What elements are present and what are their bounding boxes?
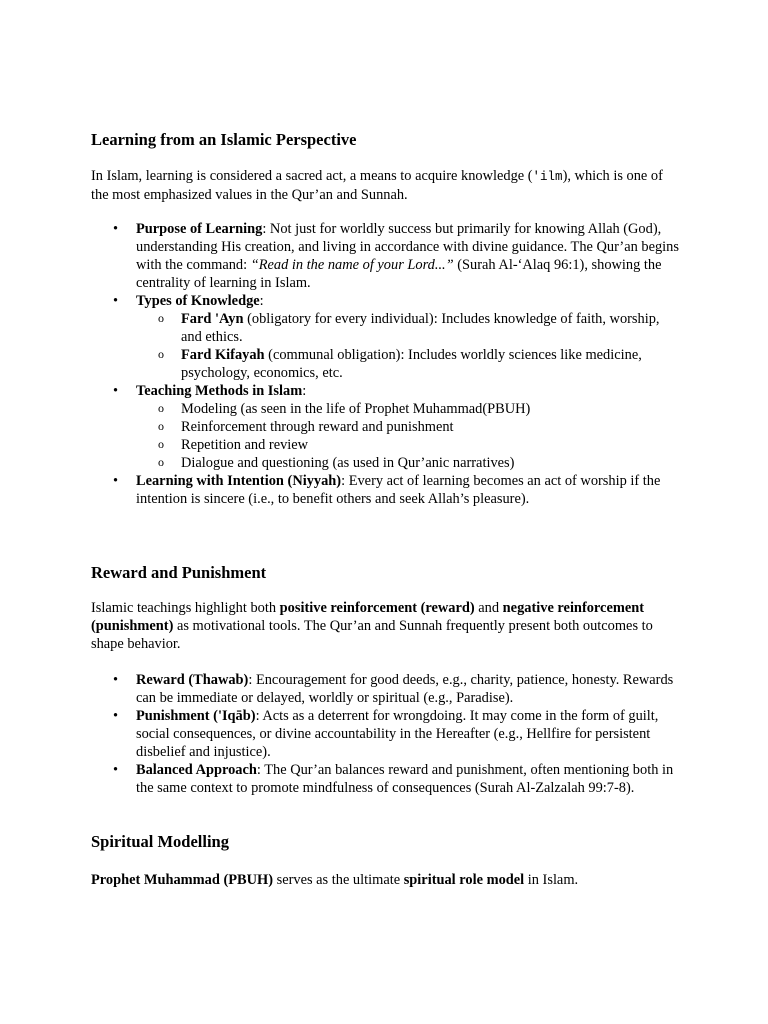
list-item-purpose [91, 220, 681, 292]
bullet-label: Learning with Intention (Niyyah) [136, 473, 342, 489]
sub-text: (communal obligation): Includes worldly sciences like medicine, psychology, economics, etc. [181, 347, 642, 381]
list-item-methods [91, 382, 681, 472]
sub-item-fard-kifayah [136, 346, 681, 382]
bullet-label: Reward (Thawab) [136, 672, 249, 688]
methods-sublist [136, 400, 681, 472]
sub-item-fard-ayn [136, 310, 681, 346]
method-item: o Modeling (as seen in the life of Prophet Muhammad(PBUH) [136, 400, 681, 418]
section-heading: Reward and Punishment [91, 563, 267, 582]
bullet-colon: : [259, 293, 264, 309]
section-spiritual-heading-wrap [91, 832, 681, 852]
bold-term: Prophet Muhammad (PBUH) [91, 872, 274, 888]
section-learning-heading-wrap [91, 130, 681, 150]
intro-text-pre: In Islam, learning is considered a sacred act, a means to acquire knowledge ( [91, 168, 533, 184]
method-item: o Repetition and review [136, 436, 681, 454]
bullet-text: : Not just for worldly success but primarily for knowing Allah (God), understanding His creation, and living in accordance with divine guidance. The Qur’an begins with the command: [136, 221, 679, 273]
section-learning-intro [91, 167, 681, 204]
bullet-text: : Acts as a deterrent for wrongdoing. It may come in the form of guilt, social consequences, or divine accountability in the Hereafter (e.g., Hellfire for persistent disbelief and injustice). [136, 708, 659, 760]
sub-label: Fard 'Ayn [181, 311, 244, 327]
section-reward-heading-wrap [91, 563, 681, 583]
bullet-text: : Every act of learning becomes an act of worship if the intention is sincere (i.e., to benefit others and seek Allah’s pleasure). [136, 473, 661, 507]
ilm-term: 'ilm [532, 170, 563, 184]
bullet-label: Balanced Approach [136, 762, 257, 778]
list-item-balanced [91, 761, 681, 797]
bullet-label: Purpose of Learning [136, 221, 263, 237]
list-item-intention [91, 472, 681, 508]
bullet-text: : The Qur’an balances reward and punishment, often mentioning both in the same context to promote mindfulness of consequences (Surah Al-Zalzalah 99:7-8). [136, 762, 674, 796]
body-paragraph [91, 871, 681, 889]
bullet-colon: : [302, 383, 307, 399]
bold-term: spiritual role model [403, 872, 525, 888]
intro-paragraph [91, 599, 681, 653]
bold-term: positive reinforcement (reward) [279, 600, 475, 616]
intro-text: Islamic teachings highlight both [91, 600, 280, 616]
section-heading: Learning from an Islamic Perspective [91, 130, 357, 149]
method-item: o Dialogue and questioning (as used in Qur’anic narratives) [136, 454, 681, 472]
list-item-punishment [91, 707, 681, 761]
body-text: serves as the ultimate [273, 872, 404, 888]
sub-text: (obligatory for every individual): Includes knowledge of faith, worship, and ethics. [181, 311, 660, 345]
sub-label: Fard Kifayah [181, 347, 265, 363]
bullet-label: Teaching Methods in Islam [136, 383, 303, 399]
learning-bullet-list [91, 220, 681, 508]
intro-text-post: ), which is one of the most emphasized values in the Qur’an and Sunnah. [91, 168, 663, 203]
types-sublist [136, 310, 681, 382]
intro-paragraph [91, 167, 681, 204]
bullet-text: : Encouragement for good deeds, e.g., charity, patience, honesty. Rewards can be immediate or delayed, worldly or spiritual (e.g., Paradise). [136, 672, 674, 706]
intro-text: and [474, 600, 503, 616]
section-reward-intro [91, 599, 681, 653]
bullet-text: (Surah Al-‘Alaq 96:1), showing the centrality of learning in Islam. [136, 257, 662, 291]
list-item-types [91, 292, 681, 382]
section-spiritual-body [91, 871, 681, 889]
body-text: in Islam. [524, 872, 579, 888]
section-heading: Spiritual Modelling [91, 832, 229, 851]
intro-text: as motivational tools. The Qur’an and Sunnah frequently present both outcomes to shape behavior. [91, 618, 653, 652]
bold-term: negative reinforcement (punishment) [91, 600, 644, 634]
list-item-reward [91, 671, 681, 707]
bullet-label: Punishment ('Iqāb) [136, 708, 256, 724]
reward-bullet-list [91, 671, 681, 797]
bullet-label: Types of Knowledge [136, 293, 260, 309]
method-item: o Reinforcement through reward and punishment [136, 418, 681, 436]
quran-quote: “Read in the name of your Lord...” [250, 257, 454, 273]
